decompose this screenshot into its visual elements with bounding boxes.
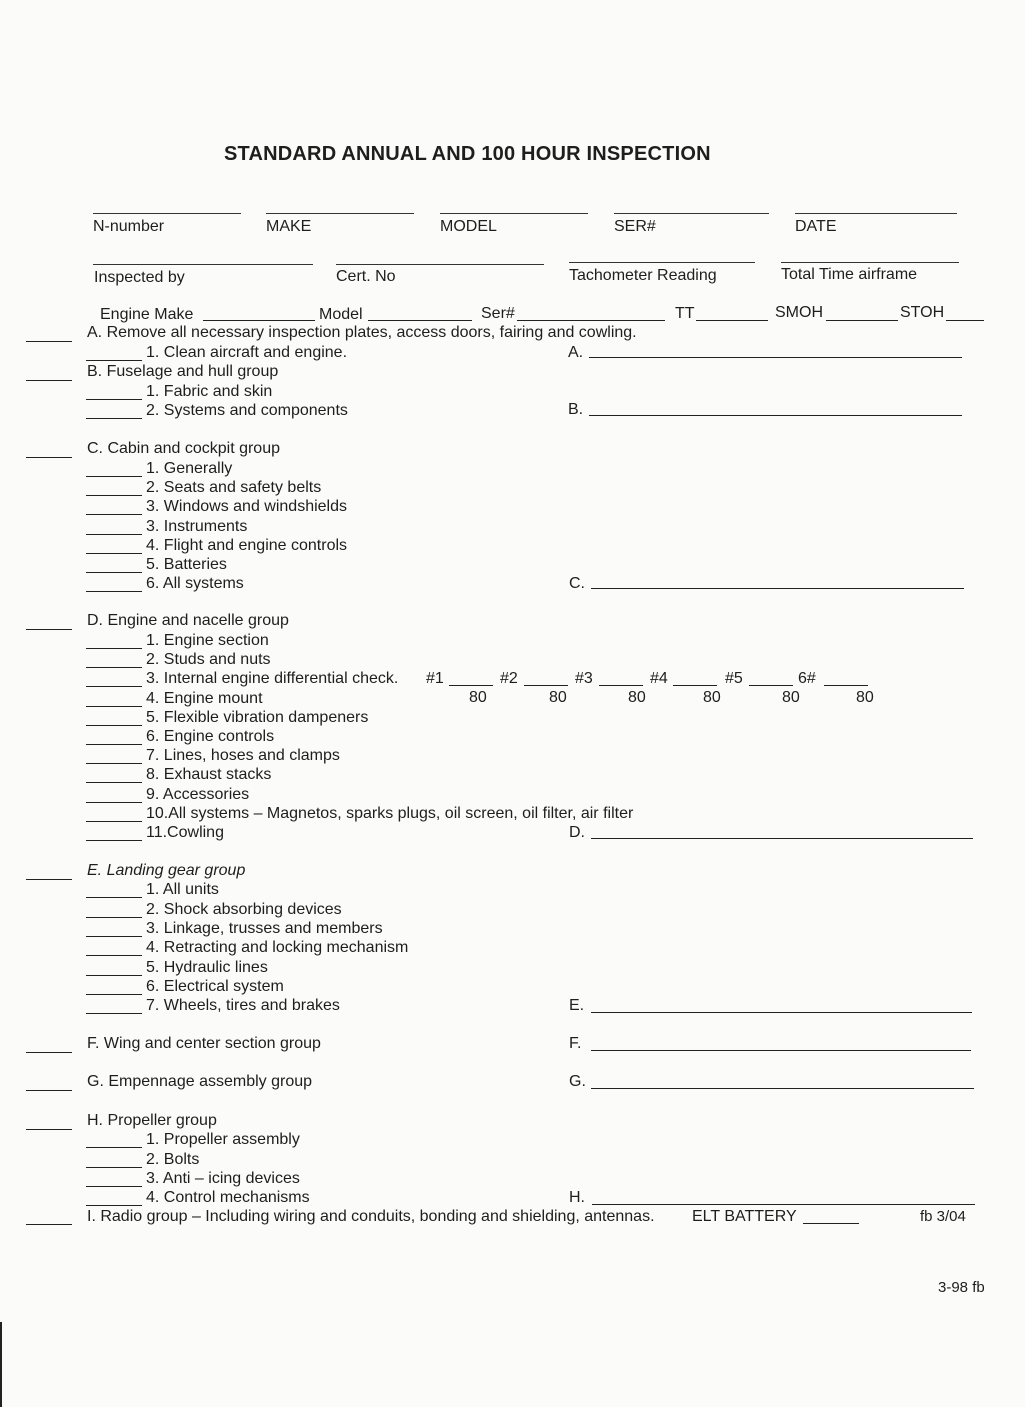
item-e1-blank[interactable] bbox=[86, 897, 142, 898]
engine-ser-label: Ser# bbox=[481, 305, 515, 322]
item-b2: 2. Systems and components bbox=[146, 402, 348, 419]
section-g-heading: G. Empennage assembly group bbox=[87, 1073, 313, 1090]
sign-h-line[interactable] bbox=[592, 1204, 975, 1205]
item-d10: 10.All systems – Magnetos, sparks plugs, oil screen, oil filter, air filter bbox=[146, 805, 634, 822]
model-label: MODEL bbox=[440, 218, 497, 235]
form-title: STANDARD ANNUAL AND 100 HOUR INSPECTION bbox=[224, 143, 711, 165]
cyl-1-ref: 80 bbox=[469, 689, 487, 706]
item-c4-blank[interactable] bbox=[86, 534, 142, 535]
engine-tt-line[interactable] bbox=[696, 320, 768, 321]
sign-b-line[interactable] bbox=[589, 415, 962, 416]
sign-d-line[interactable] bbox=[591, 838, 973, 839]
cyl-4-ref: 80 bbox=[703, 689, 721, 706]
item-b2-blank[interactable] bbox=[86, 418, 142, 419]
engine-ser-line[interactable] bbox=[517, 320, 665, 321]
sign-a-line[interactable] bbox=[589, 357, 962, 358]
item-d10-blank[interactable] bbox=[86, 821, 142, 822]
section-f-checkbox[interactable] bbox=[26, 1052, 72, 1053]
sign-d-label: D. bbox=[569, 824, 585, 841]
ser-line[interactable] bbox=[614, 213, 769, 214]
item-e5: 5. Hydraulic lines bbox=[146, 959, 268, 976]
item-d7: 7. Lines, hoses and clamps bbox=[146, 747, 340, 764]
item-d9-blank[interactable] bbox=[86, 802, 142, 803]
item-d11: 11.Cowling bbox=[146, 824, 224, 841]
section-f-heading: F. Wing and center section group bbox=[87, 1035, 321, 1052]
item-e7: 7. Wheels, tires and brakes bbox=[146, 997, 340, 1014]
sign-e-line[interactable] bbox=[591, 1012, 972, 1013]
item-c5-blank[interactable] bbox=[86, 553, 142, 554]
section-g-checkbox[interactable] bbox=[26, 1090, 72, 1091]
item-c6: 5. Batteries bbox=[146, 556, 227, 573]
item-c1-blank[interactable] bbox=[86, 476, 142, 477]
make-label: MAKE bbox=[266, 218, 312, 235]
cyl-4-line[interactable] bbox=[673, 685, 717, 686]
sign-g-line[interactable] bbox=[591, 1088, 974, 1089]
cyl-2-label: #2 bbox=[500, 670, 518, 687]
tachometer-line[interactable] bbox=[569, 262, 755, 263]
date-line[interactable] bbox=[795, 213, 957, 214]
item-d7-blank[interactable] bbox=[86, 763, 142, 764]
section-c-checkbox[interactable] bbox=[26, 457, 72, 458]
section-i-heading: I. Radio group – Including wiring and conduits, bonding and shielding, antennas. bbox=[87, 1208, 655, 1225]
item-h3-blank[interactable] bbox=[86, 1186, 142, 1187]
engine-stoh-label: STOH bbox=[900, 304, 945, 321]
item-c4: 3. Instruments bbox=[146, 518, 248, 535]
item-e4-blank[interactable] bbox=[86, 955, 142, 956]
item-e1: 1. All units bbox=[146, 881, 219, 898]
item-c2-blank[interactable] bbox=[86, 495, 142, 496]
form-code: fb 3/04 bbox=[920, 1208, 966, 1225]
engine-stoh-line[interactable] bbox=[946, 320, 984, 321]
item-d4-blank[interactable] bbox=[86, 706, 142, 707]
section-d-heading: D. Engine and nacelle group bbox=[87, 612, 289, 629]
item-e3: 3. Linkage, trusses and members bbox=[146, 920, 383, 937]
item-d3: 3. Internal engine differential check. bbox=[146, 670, 399, 687]
cyl-5-label: #5 bbox=[725, 670, 743, 687]
section-a-checkbox[interactable] bbox=[26, 341, 72, 342]
cyl-6-line[interactable] bbox=[824, 685, 868, 686]
item-h2: 2. Bolts bbox=[146, 1151, 200, 1168]
item-a1: 1. Clean aircraft and engine. bbox=[146, 344, 348, 361]
item-d1-blank[interactable] bbox=[86, 648, 142, 649]
item-c2: 2. Seats and safety belts bbox=[146, 479, 322, 496]
total-time-line[interactable] bbox=[781, 262, 959, 263]
item-e4: 4. Retracting and locking mechanism bbox=[146, 939, 409, 956]
cyl-6-label: 6# bbox=[798, 670, 816, 687]
cyl-1-line[interactable] bbox=[449, 685, 493, 686]
item-e5-blank[interactable] bbox=[86, 975, 142, 976]
cyl-4-label: #4 bbox=[650, 670, 668, 687]
engine-model-label: Model bbox=[319, 306, 363, 323]
tachometer-label: Tachometer Reading bbox=[569, 267, 717, 284]
item-e2-blank[interactable] bbox=[86, 917, 142, 918]
section-h-heading: H. Propeller group bbox=[87, 1112, 217, 1129]
item-c6-blank[interactable] bbox=[86, 572, 142, 573]
cyl-2-line[interactable] bbox=[524, 685, 568, 686]
sign-a-label: A. bbox=[568, 344, 584, 361]
make-line[interactable] bbox=[266, 213, 414, 214]
cyl-2-ref: 80 bbox=[549, 689, 567, 706]
item-b1-blank[interactable] bbox=[86, 399, 142, 400]
item-d11-blank[interactable] bbox=[86, 840, 142, 841]
item-e3-blank[interactable] bbox=[86, 936, 142, 937]
n-number-line[interactable] bbox=[93, 213, 241, 214]
item-d6: 6. Engine controls bbox=[146, 728, 275, 745]
item-d6-blank[interactable] bbox=[86, 744, 142, 745]
elt-battery-line[interactable] bbox=[803, 1223, 859, 1224]
sign-b-label: B. bbox=[568, 401, 584, 418]
item-b1: 1. Fabric and skin bbox=[146, 383, 273, 400]
cyl-3-ref: 80 bbox=[628, 689, 646, 706]
ser-label: SER# bbox=[614, 218, 656, 235]
cyl-3-label: #3 bbox=[575, 670, 593, 687]
sign-f-line[interactable] bbox=[591, 1050, 971, 1051]
item-a1-blank[interactable] bbox=[86, 360, 142, 361]
engine-model-line[interactable] bbox=[368, 320, 472, 321]
item-h1: 1. Propeller assembly bbox=[146, 1131, 300, 1148]
sign-e-label: E. bbox=[569, 997, 585, 1014]
item-e6-blank[interactable] bbox=[86, 994, 142, 995]
item-h4-blank[interactable] bbox=[86, 1205, 142, 1206]
section-d-checkbox[interactable] bbox=[26, 629, 72, 630]
sign-c-label: C. bbox=[569, 575, 585, 592]
inspected-by-label: Inspected by bbox=[94, 269, 185, 286]
n-number-label: N-number bbox=[93, 218, 165, 235]
section-b-checkbox[interactable] bbox=[26, 380, 72, 381]
item-d4: 4. Engine mount bbox=[146, 690, 263, 707]
section-c-heading: C. Cabin and cockpit group bbox=[87, 440, 280, 457]
engine-make-label: Engine Make bbox=[100, 306, 194, 323]
item-h2-blank[interactable] bbox=[86, 1167, 142, 1168]
item-d1: 1. Engine section bbox=[146, 632, 269, 649]
cyl-3-line[interactable] bbox=[599, 685, 643, 686]
item-c7: 6. All systems bbox=[146, 575, 244, 592]
item-d2-blank[interactable] bbox=[86, 667, 142, 668]
item-c1: 1. Generally bbox=[146, 460, 233, 477]
section-i-checkbox[interactable] bbox=[26, 1224, 72, 1225]
section-e-heading: E. Landing gear group bbox=[87, 862, 246, 879]
model-line[interactable] bbox=[440, 213, 588, 214]
section-a-heading: A. Remove all necessary inspection plates, access doors, fairing and cowling. bbox=[87, 324, 637, 341]
elt-battery-label: ELT BATTERY bbox=[692, 1208, 797, 1225]
item-d5-blank[interactable] bbox=[86, 725, 142, 726]
total-time-label: Total Time airframe bbox=[781, 266, 918, 283]
scan-edge bbox=[0, 1322, 2, 1407]
item-d5: 5. Flexible vibration dampeners bbox=[146, 709, 369, 726]
item-h1-blank[interactable] bbox=[86, 1147, 142, 1148]
cyl-5-ref: 80 bbox=[782, 689, 800, 706]
item-d9: 9. Accessories bbox=[146, 786, 250, 803]
engine-make-line[interactable] bbox=[203, 320, 315, 321]
footer-code: 3-98 fb bbox=[938, 1279, 985, 1296]
section-e-checkbox[interactable] bbox=[26, 879, 72, 880]
cyl-6-ref: 80 bbox=[856, 689, 874, 706]
item-c3: 3. Windows and windshields bbox=[146, 498, 347, 515]
section-h-checkbox[interactable] bbox=[26, 1129, 72, 1130]
item-d2: 2. Studs and nuts bbox=[146, 651, 271, 668]
item-h3: 3. Anti – icing devices bbox=[146, 1170, 300, 1187]
item-c5: 4. Flight and engine controls bbox=[146, 537, 348, 554]
section-b-heading: B. Fuselage and hull group bbox=[87, 363, 279, 380]
item-e7-blank[interactable] bbox=[86, 1013, 142, 1014]
item-e6: 6. Electrical system bbox=[146, 978, 284, 995]
cert-no-line[interactable] bbox=[336, 264, 544, 265]
engine-smoh-line[interactable] bbox=[826, 320, 898, 321]
engine-tt-label: TT bbox=[675, 305, 695, 322]
inspected-by-line[interactable] bbox=[93, 264, 313, 265]
item-d3-blank[interactable] bbox=[86, 686, 142, 687]
item-e2: 2. Shock absorbing devices bbox=[146, 901, 342, 918]
sign-c-line[interactable] bbox=[591, 588, 964, 589]
date-label: DATE bbox=[795, 218, 837, 235]
cyl-5-line[interactable] bbox=[749, 685, 793, 686]
sign-h-label: H. bbox=[569, 1189, 585, 1206]
item-c7-blank[interactable] bbox=[86, 591, 142, 592]
sign-g-label: G. bbox=[569, 1073, 586, 1090]
item-d8-blank[interactable] bbox=[86, 782, 142, 783]
item-c3-blank[interactable] bbox=[86, 514, 142, 515]
cyl-1-label: #1 bbox=[426, 670, 444, 687]
item-h4: 4. Control mechanisms bbox=[146, 1189, 310, 1206]
sign-f-label: F. bbox=[569, 1035, 582, 1052]
item-d8: 8. Exhaust stacks bbox=[146, 766, 272, 783]
engine-smoh-label: SMOH bbox=[775, 304, 823, 321]
cert-no-label: Cert. No bbox=[336, 268, 396, 285]
